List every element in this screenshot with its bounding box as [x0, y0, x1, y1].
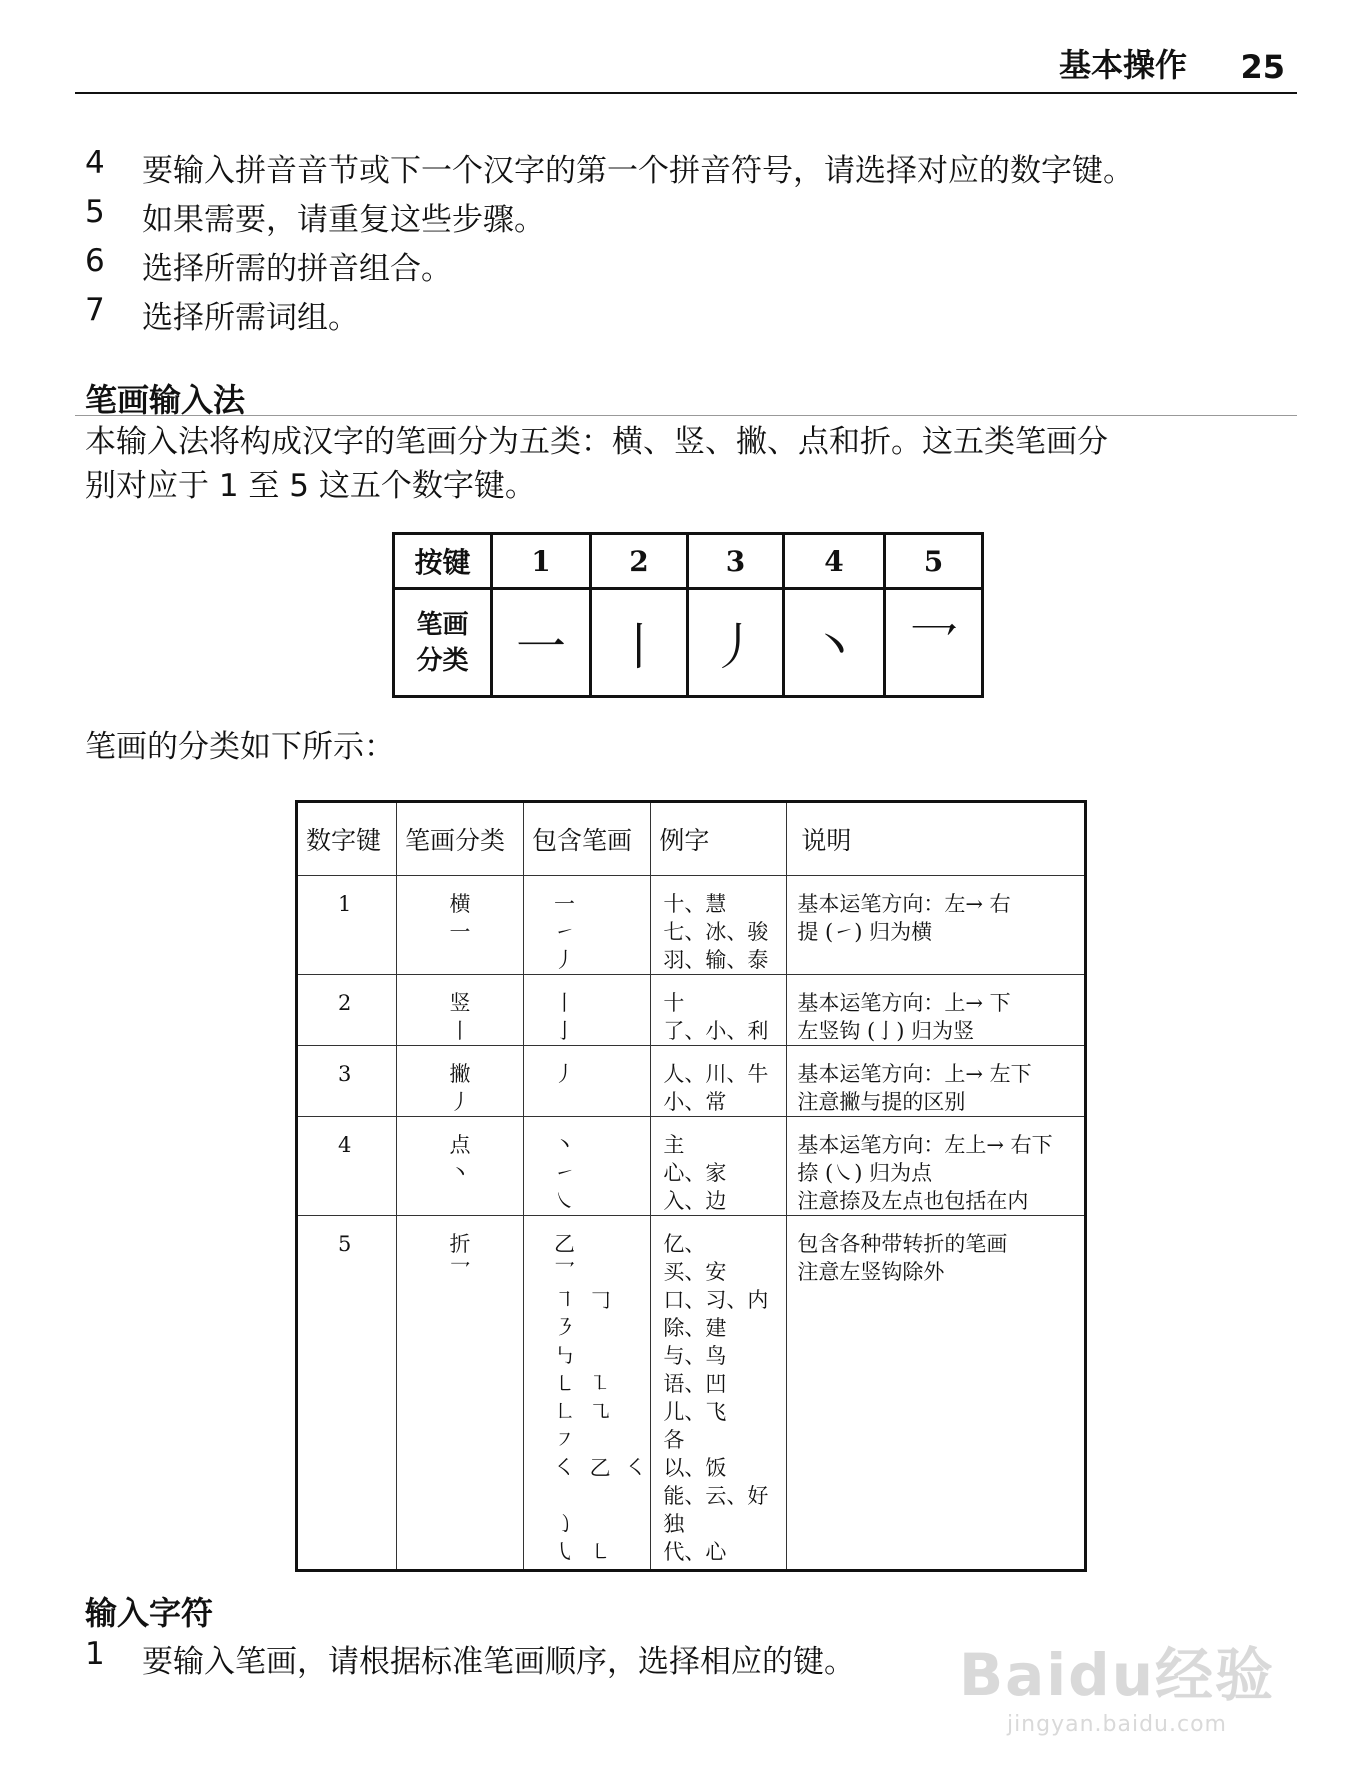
example-line: 人、川、牛 — [663, 1062, 769, 1086]
step-text: 要输入拼音音节或下一个汉字的第一个拼音符号，请选择对应的数字键。 — [142, 153, 1134, 189]
section-divider — [75, 415, 1297, 416]
stroke-variant: 乛 — [554, 1260, 579, 1284]
class-cell — [397, 1216, 524, 1571]
example-line: 七、冰、骏 — [663, 920, 769, 944]
stroke-variant: ㇄ ㇅ — [554, 1372, 615, 1396]
stroke-variant: ㇉ — [554, 1344, 579, 1368]
column-header: 数字键 — [297, 802, 397, 876]
step-text: 如果需要，请重复这些步骤。 — [142, 202, 545, 238]
class-name: 竖 — [449, 991, 471, 1015]
example-line: 十、慧 — [663, 892, 727, 916]
step-number: 4 — [85, 145, 105, 181]
strokes-cell — [524, 876, 651, 975]
page-header — [75, 42, 1297, 94]
stroke-variant: ㇗ ㇈ — [554, 1400, 615, 1424]
example-line: 十 — [663, 991, 685, 1015]
stroke-label: 笔画 — [416, 609, 469, 640]
notes-cell — [787, 975, 1086, 1046]
example-line: 了、小、利 — [663, 1019, 769, 1043]
table-row — [297, 1117, 1086, 1216]
key-number-cell — [297, 876, 397, 975]
pinyin-steps — [85, 145, 1134, 341]
example-line: 独 — [663, 1512, 685, 1536]
step-number: 5 — [85, 194, 105, 230]
note-line: 包含各种带转折的笔画 — [797, 1232, 1008, 1256]
example-line: 买、安 — [663, 1260, 727, 1284]
stroke-glyph: 一 — [516, 617, 566, 676]
class-glyph: 丿 — [449, 1090, 471, 1114]
examples-cell — [651, 1216, 787, 1571]
stroke-variant: ㇏ — [554, 1189, 579, 1213]
watermark-url: jingyan.baidu.com — [1006, 1712, 1227, 1737]
page-number: 25 — [1240, 48, 1285, 86]
example-line: 与、鸟 — [663, 1344, 727, 1368]
step-text: 选择所需的拼音组合。 — [142, 251, 452, 287]
example-line: 口、习、内 — [663, 1288, 769, 1312]
header-title: 基本操作 — [1058, 46, 1187, 84]
stroke-variant: 丨 — [554, 991, 579, 1015]
class-cell — [397, 876, 524, 975]
notes-cell — [787, 1046, 1086, 1117]
key-label-cell: 按键 — [394, 534, 492, 589]
key-number-cell — [297, 975, 397, 1046]
key-cell: 2 — [591, 534, 688, 589]
example-line: 各 — [663, 1428, 685, 1452]
stroke-variant: ㇀ — [554, 1161, 579, 1185]
key-number: 3 — [338, 1062, 352, 1086]
strokes-cell — [524, 1117, 651, 1216]
stroke-variant: ㇂ ㇄ — [554, 1540, 615, 1564]
class-glyph: 丶 — [449, 1161, 471, 1185]
stroke-label: 分类 — [416, 645, 469, 676]
step-number: 7 — [85, 292, 105, 328]
key-cell: 4 — [784, 534, 885, 589]
stroke-glyph: 乛 — [908, 617, 959, 676]
step-item — [85, 194, 1134, 243]
stroke-variant: 丶 — [554, 1133, 579, 1157]
key-number: 4 — [338, 1133, 352, 1157]
strokes-cell — [524, 975, 651, 1046]
step-text: 要输入笔画，请根据标准笔画顺序，选择相应的键。 — [142, 1644, 855, 1680]
baidu-watermark — [959, 1628, 1275, 1737]
note-line: 提 (㇀) 归为横 — [797, 920, 933, 944]
stroke-variant: ㇋ — [554, 1316, 579, 1340]
stroke-intro-line: 本输入法将构成汉字的笔画分为五类：横、竖、撇、点和折。这五类笔画分 — [85, 424, 1108, 460]
examples-cell — [651, 975, 787, 1046]
stroke-cell — [885, 589, 983, 697]
strokes-cell — [524, 1046, 651, 1117]
example-line: 除、建 — [663, 1316, 727, 1340]
key-number-cell — [297, 1216, 397, 1571]
stroke-variant: ㇛ 乙 ㇛ — [554, 1456, 651, 1480]
classify-caption: 笔画的分类如下所示： — [85, 729, 395, 765]
class-cell — [397, 1046, 524, 1117]
stroke-cell — [784, 589, 885, 697]
stroke-class-table — [295, 800, 1087, 1572]
stroke-intro-line: 别对应于 1 至 5 这五个数字键。 — [85, 468, 536, 504]
note-line: 注意捺及左点也包括在内 — [797, 1189, 1029, 1213]
class-cell — [397, 975, 524, 1046]
example-line: 语、凹 — [663, 1372, 727, 1396]
section-heading-stroke: 笔画输入法 — [85, 381, 246, 419]
column-header: 笔画分类 — [397, 802, 524, 876]
key-number: 5 — [338, 1232, 352, 1256]
key-number-cell — [297, 1117, 397, 1216]
stroke-variant: 一 — [554, 892, 579, 916]
step-item — [85, 1636, 855, 1685]
example-line: 以、饭 — [663, 1456, 727, 1480]
notes-cell — [787, 1117, 1086, 1216]
stroke-label-cell — [394, 589, 492, 697]
table-row — [297, 1216, 1086, 1571]
table-row — [297, 1046, 1086, 1117]
stroke-variant: 亅 — [554, 1019, 579, 1043]
stroke-variant: ㇀ — [554, 920, 579, 944]
key-number: 1 — [338, 892, 352, 916]
step-item — [85, 243, 1134, 292]
step-number: 1 — [85, 1636, 105, 1672]
stroke-variant — [554, 1482, 650, 1510]
note-line: 注意撇与提的区别 — [797, 1090, 966, 1114]
column-header: 说明 — [787, 802, 1086, 876]
class-name: 撇 — [449, 1062, 471, 1086]
example-line: 能、云、好 — [663, 1484, 769, 1508]
example-line: 小、常 — [663, 1090, 727, 1114]
example-line: 心、家 — [663, 1161, 727, 1185]
stroke-cell — [591, 589, 688, 697]
key-cell: 1 — [492, 534, 591, 589]
stroke-variant: 乙 — [554, 1232, 579, 1256]
example-line: 代、心 — [663, 1540, 727, 1564]
stroke-variant: ㇁ — [554, 1512, 579, 1536]
stroke-cell — [688, 589, 784, 697]
table-row — [297, 876, 1086, 975]
class-name: 折 — [449, 1232, 471, 1256]
class-name: 点 — [449, 1133, 471, 1157]
watermark-brand: Baidu经验 — [958, 1641, 1275, 1709]
class-glyph: 丨 — [449, 1019, 471, 1043]
stroke-glyph: 丿 — [710, 617, 761, 676]
example-line: 羽、输、泰 — [663, 948, 769, 972]
section-heading-input: 输入字符 — [85, 1594, 214, 1632]
column-header: 例字 — [651, 802, 787, 876]
input-steps — [85, 1636, 855, 1685]
note-line: 基本运笔方向：上→ 左下 — [797, 1062, 1032, 1086]
stroke-glyph: 丨 — [614, 617, 664, 676]
note-line: 左竖钩 (亅) 归为竖 — [797, 1019, 975, 1043]
notes-cell — [787, 876, 1086, 975]
example-line: 亿、 — [663, 1232, 706, 1256]
step-item — [85, 145, 1134, 194]
step-item — [85, 292, 1134, 341]
note-line: 基本运笔方向：左→ 右 — [797, 892, 1011, 916]
note-line: 基本运笔方向：左上→ 右下 — [797, 1133, 1053, 1157]
stroke-cell — [492, 589, 591, 697]
table-row — [297, 975, 1086, 1046]
note-line: 捺 (㇏) 归为点 — [797, 1161, 933, 1185]
key-number: 2 — [338, 991, 352, 1015]
key-cell: 5 — [885, 534, 983, 589]
key-cell: 3 — [688, 534, 784, 589]
stroke-variant: 丿 — [554, 1062, 579, 1086]
step-number: 6 — [85, 243, 105, 279]
notes-cell — [787, 1216, 1086, 1571]
class-cell — [397, 1117, 524, 1216]
example-line: 儿、飞 — [663, 1400, 727, 1424]
examples-cell — [651, 1046, 787, 1117]
note-line: 注意左竖钩除外 — [797, 1260, 945, 1284]
column-header: 包含笔画 — [524, 802, 651, 876]
class-glyph: 乛 — [449, 1260, 471, 1284]
stroke-variant: ㇕ 𠃌 — [554, 1288, 615, 1312]
stroke-glyph: 丶 — [809, 617, 859, 676]
examples-cell — [651, 1117, 787, 1216]
example-line: 主 — [663, 1133, 685, 1157]
stroke-variant: 丿 — [554, 948, 579, 972]
example-line: 入、边 — [663, 1189, 727, 1213]
note-line: 基本运笔方向：上→ 下 — [797, 991, 1011, 1015]
class-glyph: 一 — [449, 920, 471, 944]
stroke-variant: ㇇ — [554, 1428, 579, 1452]
key-number-cell — [297, 1046, 397, 1117]
examples-cell — [651, 876, 787, 975]
class-name: 横 — [449, 892, 471, 916]
key-stroke-table — [392, 532, 984, 698]
stroke-intro — [85, 420, 1285, 508]
step-text: 选择所需词组。 — [142, 300, 359, 336]
strokes-cell — [524, 1216, 651, 1571]
